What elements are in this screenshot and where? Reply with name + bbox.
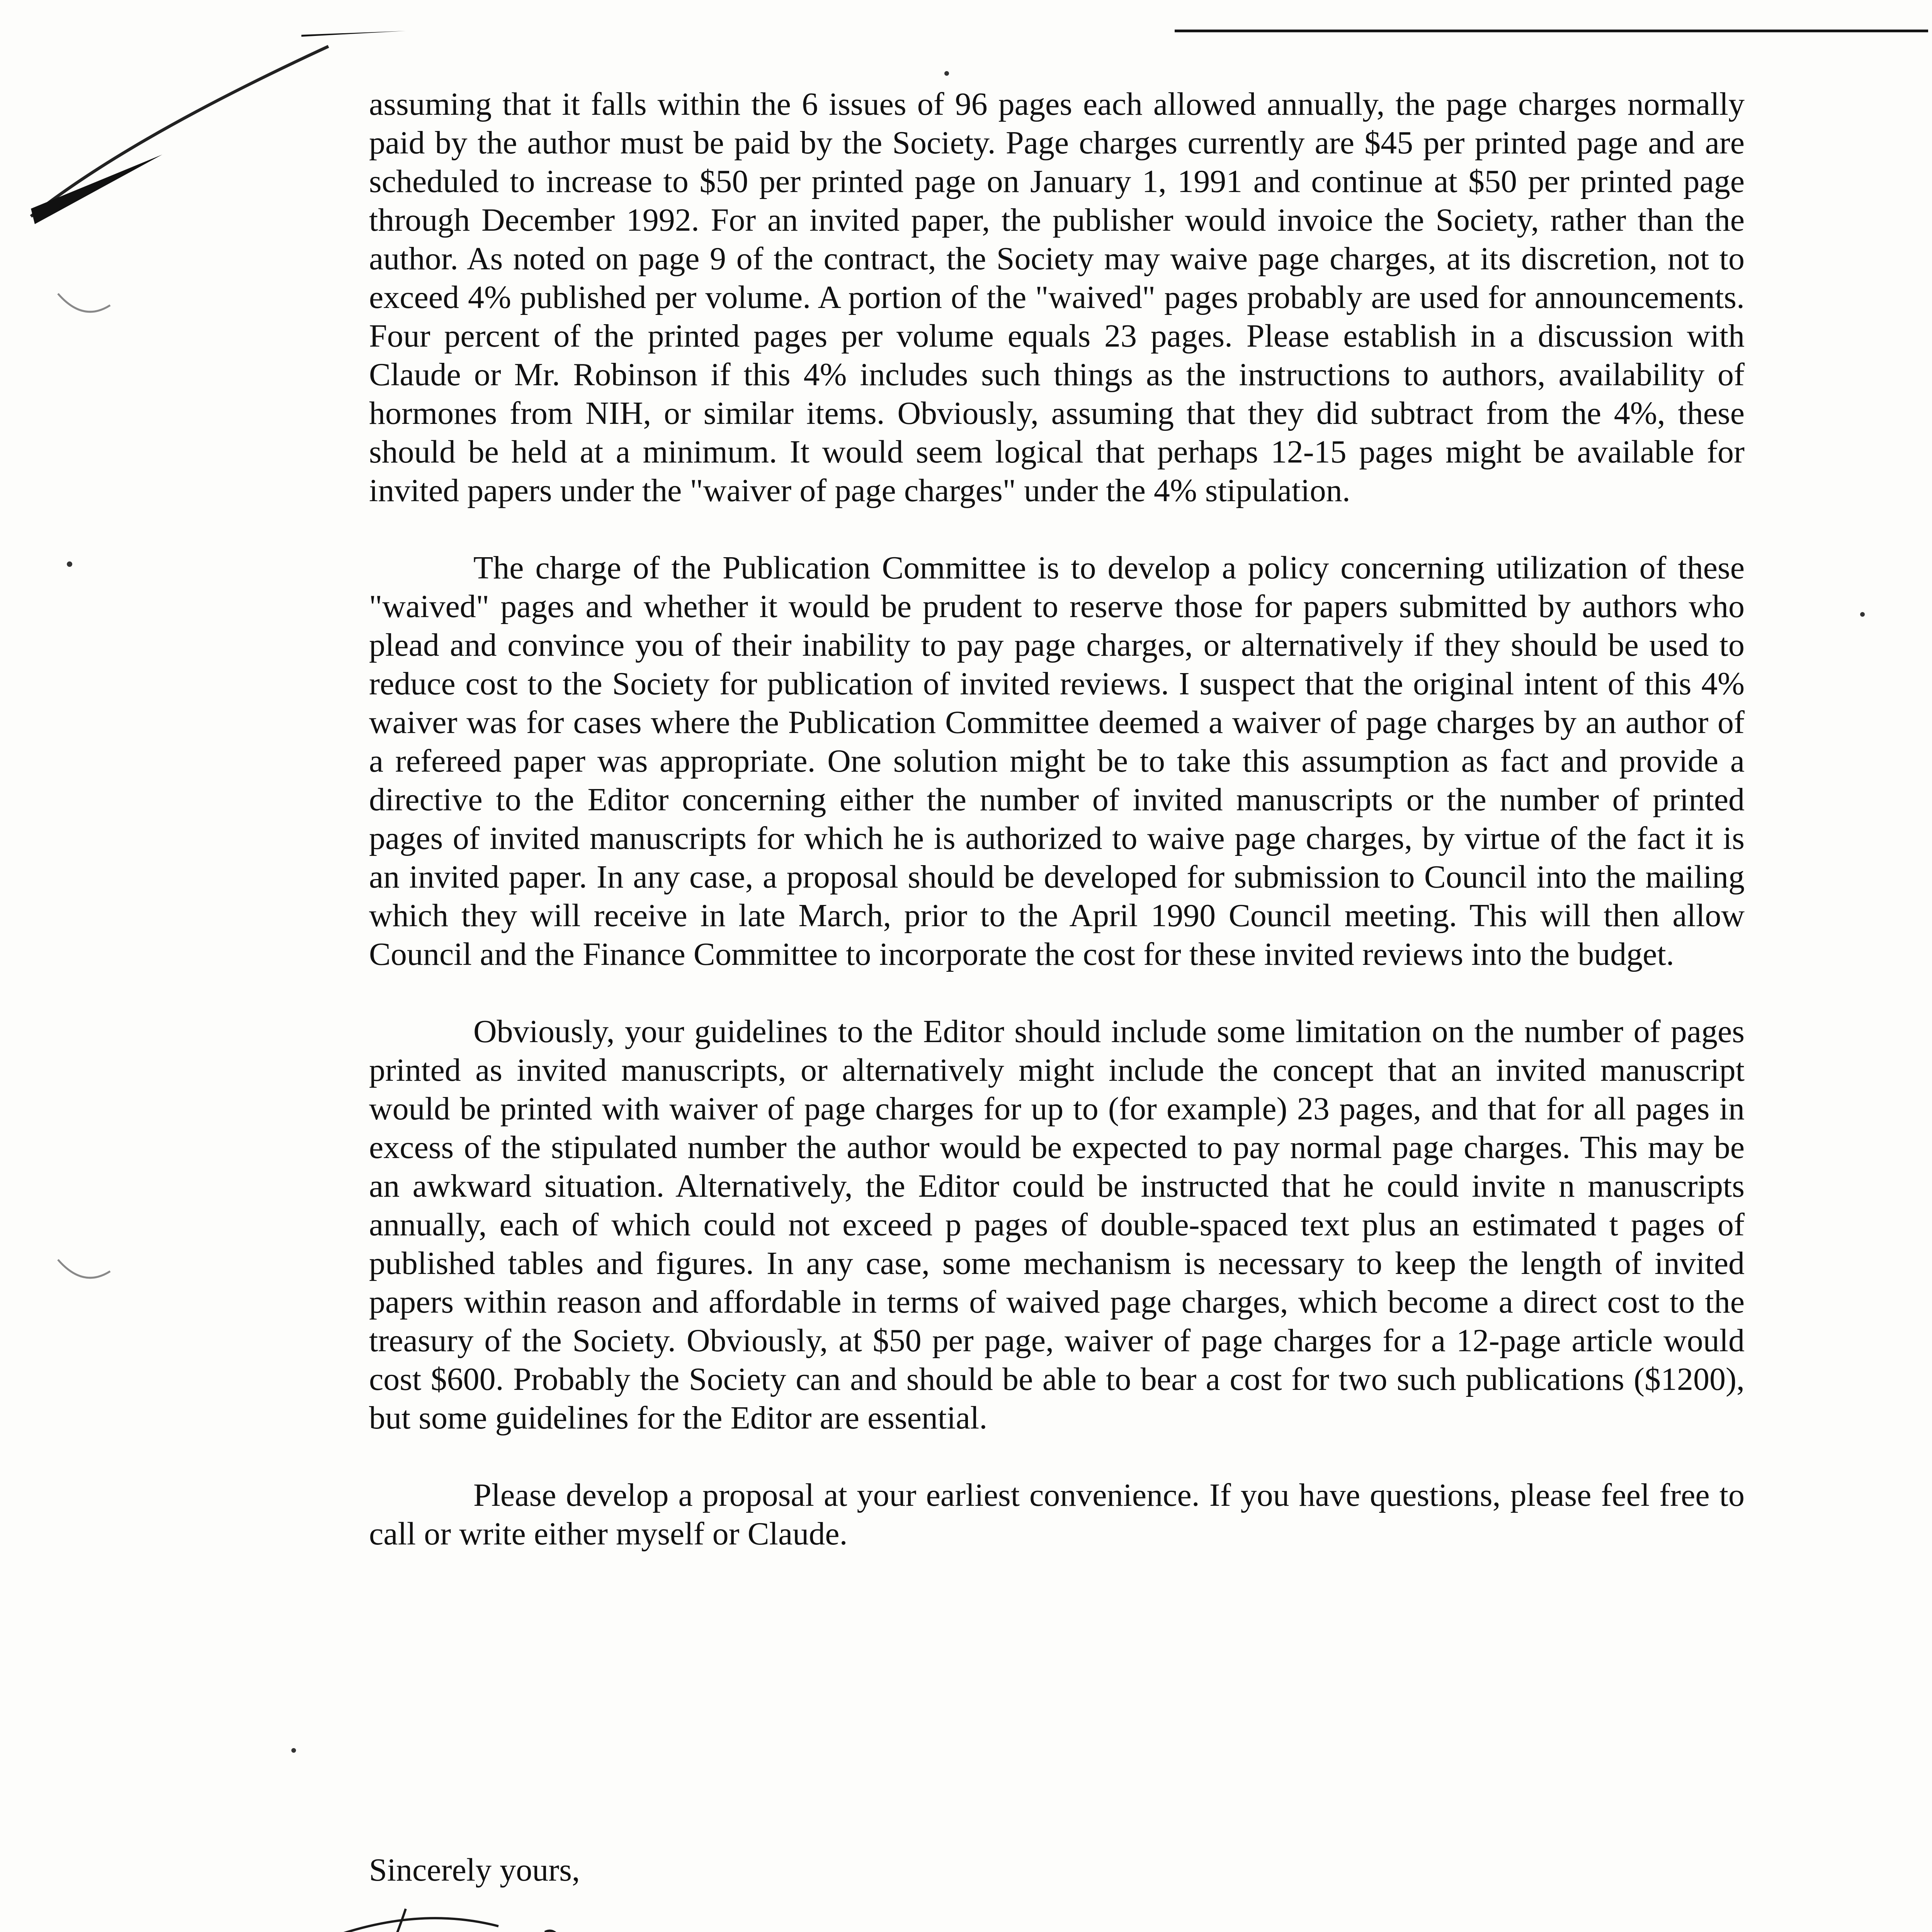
paragraph-request: Please develop a proposal at your earliest convenience. If you have questions, please feel free to call or write either myself or Claude. bbox=[369, 1477, 1745, 1552]
speck bbox=[944, 71, 949, 76]
paragraph-page-charges: assuming that it falls within the 6 issues of 96 pages each allowed annually, the page charges normally paid by the author must be paid by the Society. Page charges currently are $45 per printed page and are scheduled to increase to $50 per printed page on January 1, 1991 and continue at $50 per printed page through December 1992. For an invited paper, the publisher would invoice the Society, rather than the author. As noted on page 9 of the contract, the Society may waive page charges, at its discretion, not to exceed 4% published per volume. A portion of the "waived" pages probably are used for announcements. Four percent of the printed pages per volume equals 23 pages. Please establish in a discussion with Claude or Mr. Robinson if this 4% includes such things as the instructions to authors, availability of hormones from NIH, or similar items. Obviously, assuming that they did subtract from the 4%, these should be held at a minimum. It would seem logical that perhaps 12-15 pages might be available for invited papers under the "waiver of page charges" under the 4% stipulation. bbox=[369, 86, 1745, 509]
speck bbox=[67, 561, 72, 567]
left-scan-streak bbox=[31, 155, 162, 224]
paragraph-editor-guidelines: Obviously, your guidelines to the Editor should include some limitation on the number of pages printed as invited manuscripts, or alternatively might include the concept that an invited manuscript would be printed with waiver of page charges for up to (for example) 23 pages, and that for all pages in excess of the stipulated number the author would be expected to pay normal page charges. This may be an awkward situation. Alternatively, the Editor could be instructed that he could invite n manuscripts annually, each of which could not exceed p pages of double-spaced text plus an estimated t pages of published tables and figures. In any case, some mechanism is necessary to keep the length of invited papers within reason and affordable in terms of waived page charges, which become a direct cost to the treasury of the Society. Obviously, at $50 per page, waiver of page charges for a 12-page article would cost $600. Probably the Society can and should be able to bear a cost for two such publications ($1200), but some guidelines for the Editor are essential. bbox=[369, 1014, 1745, 1436]
paragraph-committee-charge: The charge of the Publication Committee is to develop a policy concerning utilization of these "waived" pages and whether it would be prudent to reserve those for papers submitted by authors who plead and convince you of their inability to pay page charges, or alternatively if they should be used to reduce cost to the Society for publication of invited reviews. I suspect that the original intent of this 4% waiver was for cases where the Publication Committee deemed a waiver of page charges by an author of a refereed paper was appropriate. One solution might be to take this assumption as fact and provide a directive to the Editor concerning either the number of invited manuscripts or the number of printed pages of invited manuscripts for which he is authorized to waive page charges, by virtue of the fact it is an invited paper. In any case, a proposal should be developed for submission to Council into the mailing which they will receive in late March, prior to the April 1990 Council meeting. This will then allow Council and the Finance Committee to incorporate the cost for these invited reviews into the budget. bbox=[369, 550, 1745, 972]
hole-punch-arc-2 bbox=[58, 1260, 110, 1278]
speck bbox=[1860, 612, 1865, 617]
hole-punch-arc-1 bbox=[58, 294, 110, 312]
speck bbox=[291, 1748, 296, 1753]
handwritten-signature bbox=[321, 1889, 757, 1932]
letter-body bbox=[369, 85, 1745, 1592]
closing: Sincerely yours, bbox=[369, 1852, 580, 1888]
top-left-scan-streak bbox=[301, 31, 406, 37]
